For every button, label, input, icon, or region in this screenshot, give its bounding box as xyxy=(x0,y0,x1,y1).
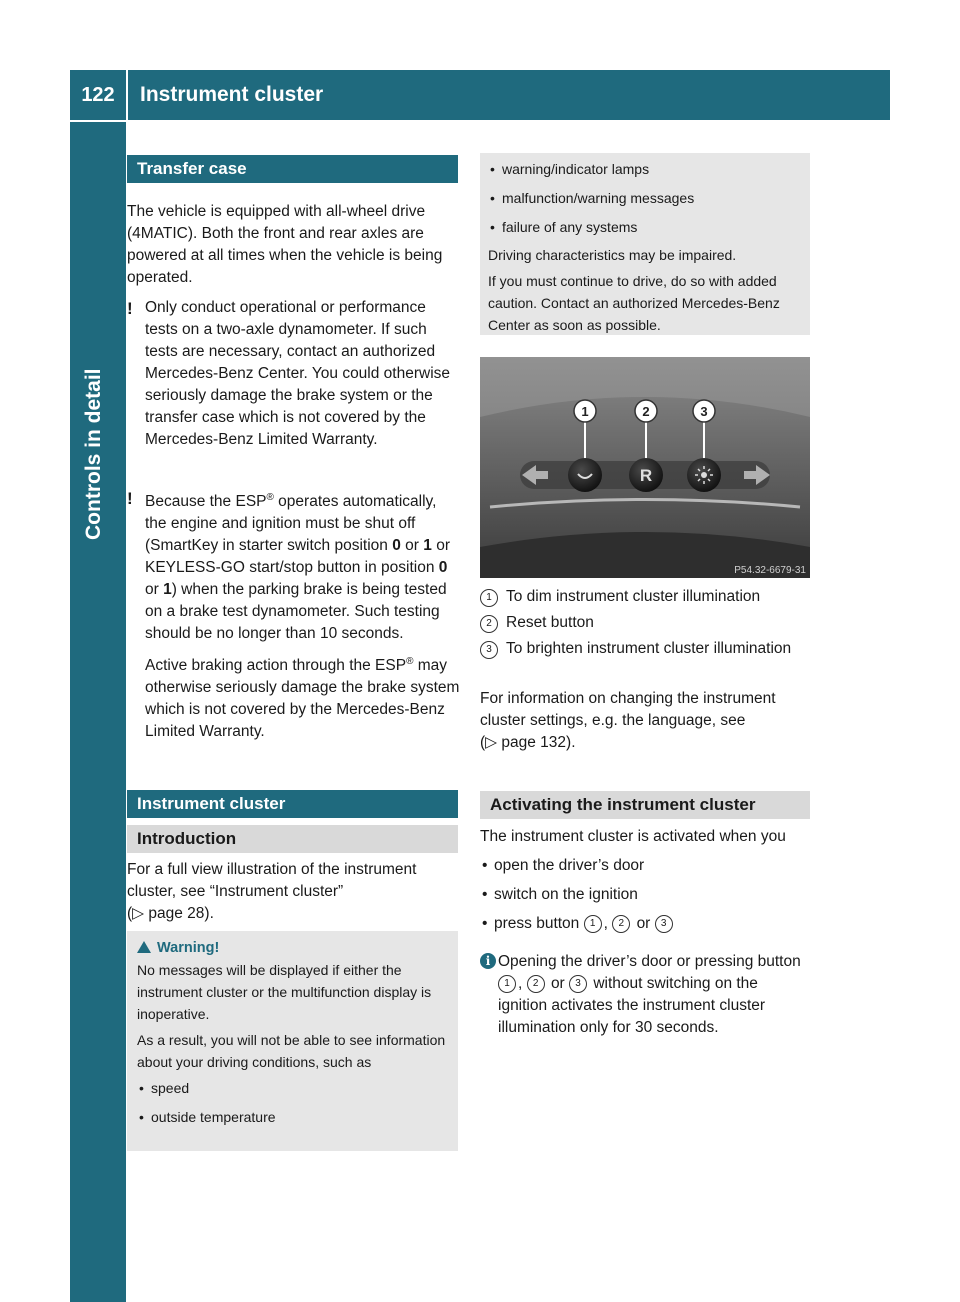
callout-3 xyxy=(693,400,715,422)
warning-list-item: • failure of any systems xyxy=(488,216,802,238)
info-note: i Opening the driver’s door or pressing button 1 , 2 or 3 without switching on the ignition activates the instrument cluster illumination only for 30 seconds. xyxy=(480,951,810,1039)
callout-1 xyxy=(574,400,596,422)
legend-item: 2 Reset button xyxy=(480,612,810,634)
warning-text-3: Driving characteristics may be impaired. xyxy=(488,247,737,263)
section-heading-instrument-cluster: Instrument cluster xyxy=(127,790,458,818)
transfer-case-note-2: ! Because the ESP® operates automatically, the engine and ignition must be shut off (SmartKey in starter switch position 0 or 1 or KEYLESS-GO start/stop button in position 0 or 1) when the parking brake is being tested on a brake test dynamometer. Such testing should be no longer than 10 seconds. Active braking action through the ESP® may otherwise seriously damage the brake system which is not covered by the Mercedes-Benz Limited Warranty. xyxy=(127,489,460,741)
warning-text-2: As a result, you will not be able to see information about your driving conditions, such as xyxy=(137,1032,446,1070)
warning-title: Warning! xyxy=(137,937,448,959)
activating-list-item: • switch on the ignition xyxy=(480,884,810,906)
subheading-introduction: Introduction xyxy=(127,825,458,853)
side-tab xyxy=(70,122,126,1302)
settings-reference-text: For information on changing the instrument cluster settings, e.g. the language, see (▷ page 132). xyxy=(480,690,776,751)
callout-2 xyxy=(635,400,657,422)
section-heading-transfer-case: Transfer case xyxy=(127,155,458,183)
legend-item: 3 To brighten instrument cluster illumination xyxy=(480,638,810,660)
caution-icon: ! xyxy=(127,299,133,318)
caution-icon: ! xyxy=(127,489,133,508)
svg-text:2: 2 xyxy=(642,404,650,419)
warning-text-1: No messages will be displayed if either the instrument cluster or the multifunction display is inoperative. xyxy=(137,962,432,1022)
side-tab-label: Controls in detail xyxy=(82,368,105,540)
warning-list-item: • malfunction/warning messages xyxy=(488,187,802,209)
warning-list-item: • speed xyxy=(137,1077,448,1099)
activating-list-item: • press button 1 , 2 or 3 xyxy=(480,913,810,935)
svg-text:3: 3 xyxy=(700,404,708,419)
transfer-case-note-1: ! Only conduct operational or performance tests on a two-axle dynamometer. If such tests are necessary, contact an authorized Mercedes-Benz Center. You could otherwise seriously damage the brake system or the transfer case which is not covered by the Mercedes-Benz Limited Warranty. xyxy=(127,299,451,448)
page-reference[interactable]: (▷ page 132). xyxy=(480,734,576,751)
instrument-cluster-buttons-photo xyxy=(480,357,810,578)
activating-list-item: • open the driver’s door xyxy=(480,855,810,877)
heading-activating: Activating the instrument cluster xyxy=(480,791,810,819)
reset-glyph: R xyxy=(639,466,653,485)
page-reference[interactable]: (▷ page 28). xyxy=(127,905,214,922)
legend-item: 1 To dim instrument cluster illumination xyxy=(480,586,810,608)
warning-list-item: • outside temperature xyxy=(137,1106,448,1128)
page-number: 122 xyxy=(70,70,126,120)
warning-box-continued xyxy=(480,153,810,335)
warning-box xyxy=(127,931,458,1151)
page-title: Instrument cluster xyxy=(128,70,890,120)
activating-intro: The instrument cluster is activated when you xyxy=(480,828,786,845)
figure-legend xyxy=(480,586,810,660)
svg-text:1: 1 xyxy=(581,404,589,419)
warning-text-4: If you must continue to drive, do so with added caution. Contact an authorized Mercedes-Benz Center as soon as possible. xyxy=(488,273,780,333)
figure-code: P54.32-6679-31 xyxy=(734,565,806,576)
info-icon: i xyxy=(480,953,496,969)
warning-triangle-icon xyxy=(137,941,151,953)
activating-list xyxy=(480,855,810,935)
dim-button xyxy=(568,458,602,492)
transfer-case-intro: The vehicle is equipped with all-wheel drive (4MATIC). Both the front and rear axles are powered at all times when the vehicle is being operated. xyxy=(127,203,443,286)
introduction-text: For a full view illustration of the instrument cluster, see “Instrument cluster” (▷ page 28). xyxy=(127,861,417,922)
warning-list-item: • warning/indicator lamps xyxy=(488,158,802,180)
